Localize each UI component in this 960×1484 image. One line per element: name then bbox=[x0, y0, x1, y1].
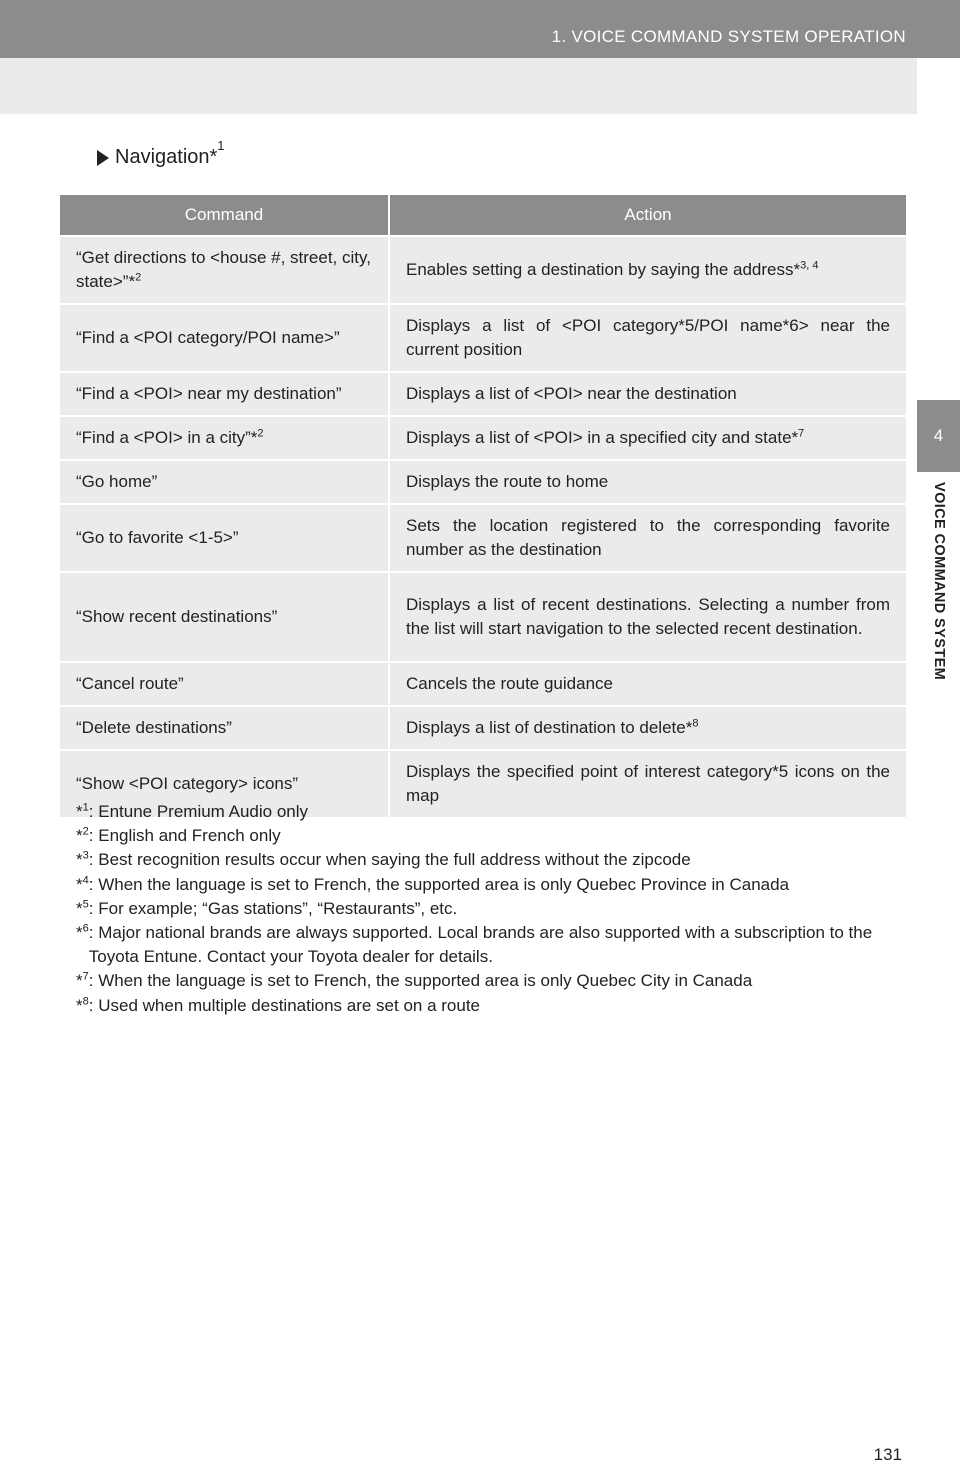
chapter-number-tab: 4 bbox=[917, 400, 960, 472]
table-row bbox=[60, 235, 906, 303]
table-row bbox=[60, 415, 906, 459]
chapter-title-text: VOICE COMMAND SYSTEM bbox=[931, 482, 947, 681]
command-cell: “Go home” bbox=[60, 459, 390, 503]
table-row bbox=[60, 571, 906, 661]
command-table bbox=[60, 195, 906, 817]
command-cell: “Find a <POI> in a city”*$^2$ bbox=[60, 415, 390, 459]
table-row bbox=[60, 303, 906, 371]
action-cell: Displays a list of destination to delete*$^8$ bbox=[390, 705, 906, 749]
action-cell: Displays a list of <POI> near the destination bbox=[390, 371, 906, 415]
section-heading-text: Navigation* bbox=[115, 146, 218, 168]
footnotes bbox=[76, 800, 896, 1018]
action-cell: Displays the route to home bbox=[390, 459, 906, 503]
page-number: 131 bbox=[873, 1445, 902, 1464]
column-header-command: Command bbox=[60, 195, 390, 235]
table-row bbox=[60, 459, 906, 503]
side-tab bbox=[917, 58, 960, 1473]
action-cell: Displays a list of <POI> in a specified city and state*$^7$ bbox=[390, 415, 906, 459]
action-cell: Sets the location registered to the corresponding favorite number as the destination bbox=[390, 503, 906, 571]
header-title: 1. VOICE COMMAND SYSTEM OPERATION bbox=[551, 27, 906, 46]
table-row bbox=[60, 503, 906, 571]
table-row bbox=[60, 705, 906, 749]
command-cell: “Find a <POI category/POI name>” bbox=[60, 303, 390, 371]
table-row bbox=[60, 661, 906, 705]
command-cell: “Get directions to <house #, street, city, state>”*$^2$ bbox=[60, 235, 390, 303]
footnote: *$^4$ : When the language is set to French, the supported area is only Quebec Province in Canada bbox=[76, 873, 790, 894]
footnote: *$^2$ : English and French only bbox=[76, 825, 281, 846]
action-cell: Cancels the route guidance bbox=[390, 661, 906, 705]
table-header-row bbox=[60, 195, 906, 235]
command-cell: “Delete destinations” bbox=[60, 705, 390, 749]
command-cell: “Cancel route” bbox=[60, 661, 390, 705]
footnote: *$^7$ : When the language is set to French, the supported area is only Quebec City in Canada bbox=[76, 970, 753, 991]
action-cell: Displays the specified point of interest category*5 icons on the map bbox=[390, 749, 906, 817]
command-cell: “Find a <POI> near my destination” bbox=[60, 371, 390, 415]
triangle-bullet-icon bbox=[97, 150, 109, 166]
column-header-action: Action bbox=[390, 195, 906, 235]
command-cell: “Show recent destinations” bbox=[60, 571, 390, 661]
table-row bbox=[60, 371, 906, 415]
footnote: *$^1$ : Entune Premium Audio only bbox=[76, 801, 309, 821]
footnote: *$^5$ : For example; “Gas stations”, “Restaurants”, etc. bbox=[76, 898, 458, 918]
action-cell: Enables setting a destination by saying the address*$^{3, 4}$ bbox=[390, 235, 906, 303]
header-band bbox=[0, 58, 960, 114]
header-bar bbox=[0, 0, 960, 58]
command-cell: “Go to favorite <1-5>” bbox=[60, 503, 390, 571]
footnote: *$^8$ : Used when multiple destinations are set on a route bbox=[76, 995, 481, 1015]
section-heading: Navigation* 1 bbox=[97, 146, 225, 169]
footnote: *$^6$ : Major national brands are always supported. Local brands are also supported with a subscription to the Toyota Entune. Contact your Toyota dealer for details. bbox=[76, 922, 873, 967]
command-cell: “Show <POI category> icons” bbox=[60, 749, 390, 817]
action-cell: Displays a list of <POI category*5/POI name*6> near the current position bbox=[390, 303, 906, 371]
action-cell: Displays a list of recent destinations. Selecting a number from the list will start navigation to the selected recent destination. bbox=[390, 571, 906, 661]
footnote: *$^3$ : Best recognition results occur when saying the full address without the zipcode bbox=[76, 849, 691, 870]
